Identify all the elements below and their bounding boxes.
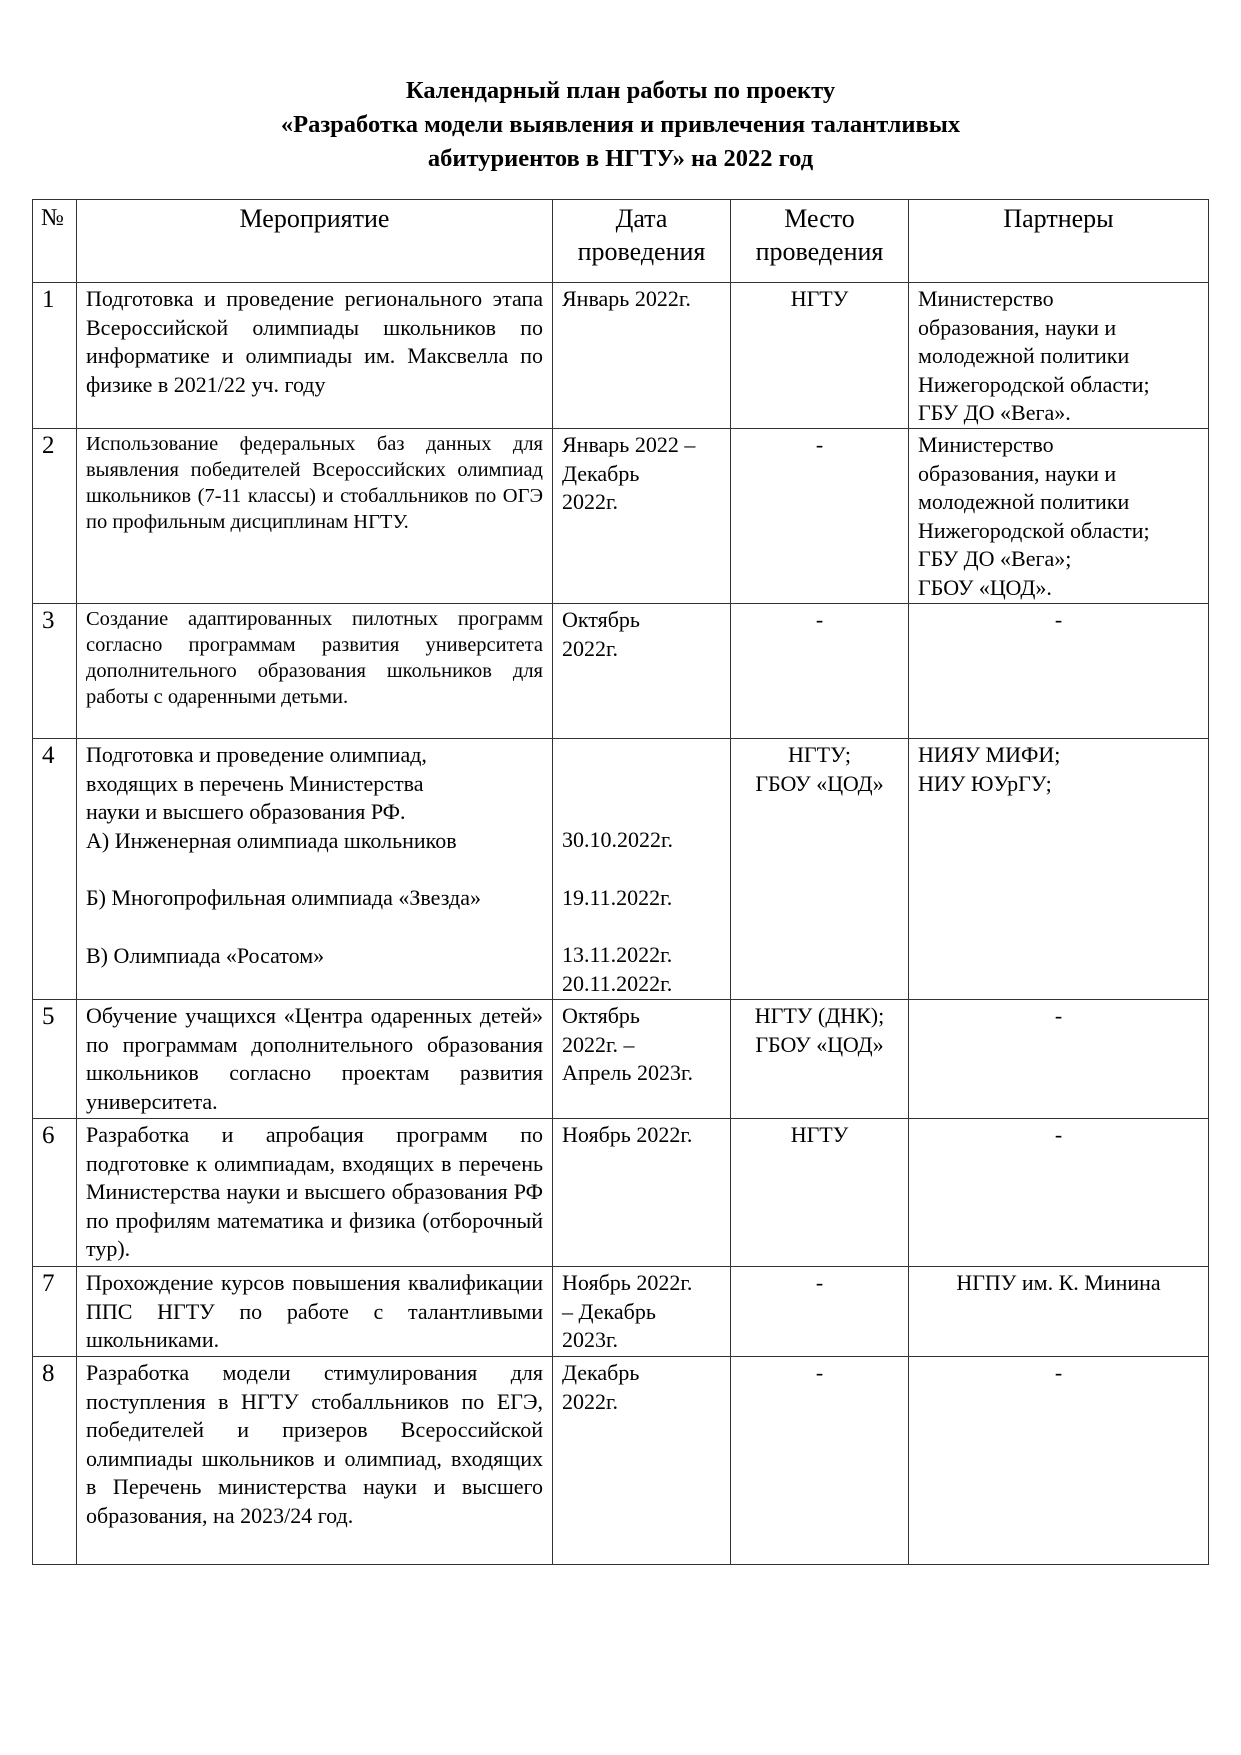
header-partners: Партнеры	[909, 200, 1209, 283]
row-date	[553, 1267, 731, 1357]
row-place: -	[731, 429, 909, 604]
date-line: 2023г.	[562, 1327, 619, 1352]
spacer	[86, 913, 543, 942]
table-row	[33, 1119, 1209, 1267]
row-partners: НГПУ им. К. Минина	[909, 1267, 1209, 1357]
event-line: науки и высшего образования РФ.	[86, 799, 406, 824]
row-date: Ноябрь 2022г.	[553, 1119, 731, 1267]
partner-line: Министерство	[918, 286, 1054, 311]
event-line: Подготовка и проведение олимпиад,	[86, 742, 427, 767]
date-line: Октябрь	[562, 1003, 640, 1028]
date-line: 2022г.	[562, 489, 619, 514]
partner-line: Министерство	[918, 432, 1054, 457]
partner-line: Нижегородской области;	[918, 517, 1150, 543]
place-line: ГБОУ «ЦОД»	[755, 770, 884, 796]
date-line: Апрель 2023г.	[562, 1060, 693, 1085]
header-num: №	[33, 200, 77, 283]
header-event: Мероприятие	[77, 200, 553, 283]
place-line: НГТУ (ДНК);	[754, 1003, 885, 1028]
date-line: 2022г.	[562, 635, 619, 661]
date-line: 30.10.2022г.	[562, 827, 674, 852]
event-line: входящих в перечень Министерства	[86, 770, 424, 796]
partner-line: образования, науки и	[918, 460, 1117, 486]
partner-line: образования, науки и	[918, 314, 1117, 340]
row-date	[553, 1000, 731, 1119]
row-event	[77, 739, 553, 1000]
row-place: НГТУ	[731, 283, 909, 429]
table-row	[33, 1267, 1209, 1357]
row-event: Обучение учащихся «Центра одаренных детей» по программам дополнительного образования школьников согласно проектам развития университета.	[77, 1000, 553, 1119]
row-place: -	[731, 1267, 909, 1357]
row-place: -	[731, 1357, 909, 1565]
row-place	[731, 1000, 909, 1119]
row-partners	[909, 283, 1209, 429]
row-place: -	[731, 604, 909, 739]
date-line: – Декабрь	[562, 1298, 656, 1324]
partner-line: Нижегородской области;	[918, 371, 1150, 397]
row-number: 1	[33, 283, 77, 429]
partner-line: молодежной политики	[918, 489, 1130, 514]
row-number: 4	[33, 739, 77, 1000]
row-place	[731, 739, 909, 1000]
header-date	[553, 200, 731, 283]
date-line: Октябрь	[562, 607, 640, 632]
row-date	[553, 1357, 731, 1565]
table-header-row	[33, 200, 1209, 283]
row-number: 6	[33, 1119, 77, 1267]
spacer	[562, 741, 721, 826]
row-date: Январь 2022г.	[553, 283, 731, 429]
row-number: 2	[33, 429, 77, 604]
date-line: Декабрь	[562, 1360, 640, 1385]
title-line: абитуриентов в НГТУ» на 2022 год	[427, 145, 814, 172]
row-number: 5	[33, 1000, 77, 1119]
date-line: 2022г. –	[562, 1031, 635, 1057]
table-row	[33, 604, 1209, 739]
table-row	[33, 1000, 1209, 1119]
date-line: 13.11.2022г.	[562, 942, 673, 967]
partner-line: молодежной политики	[918, 343, 1130, 368]
place-line: НГТУ;	[788, 742, 851, 767]
partner-line: ГБОУ «ЦОД».	[918, 574, 1052, 600]
place-line: ГБОУ «ЦОД»	[755, 1031, 884, 1057]
row-event: Создание адаптированных пилотных программ согласно программам развития университета дополнительного образования школьников для работы с одаренными детьми.	[77, 604, 553, 739]
row-event: Прохождение курсов повышения квалификации ППС НГТУ по работе с талантливыми школьниками.	[77, 1267, 553, 1357]
partner-line: ГБУ ДО «Вега».	[918, 400, 1071, 425]
row-date	[553, 739, 731, 1000]
row-partners: -	[909, 604, 1209, 739]
calendar-plan-table	[32, 199, 1209, 1565]
event-item: А) Инженерная олимпиада школьников	[86, 827, 457, 853]
row-event: Разработка и апробация программ по подготовке к олимпиадам, входящих в перечень Министерства науки и высшего образования РФ по профилям математика и физика (отборочный тур).	[77, 1119, 553, 1267]
table-row	[33, 739, 1209, 1000]
spacer	[562, 855, 721, 884]
title-line: Календарный план работы по проекту	[405, 77, 836, 104]
spacer	[86, 855, 543, 884]
partner-line: НИЯУ МИФИ;	[918, 742, 1061, 767]
event-item: В) Олимпиада «Росатом»	[86, 942, 325, 968]
date-line: 2022г.	[562, 1388, 619, 1414]
date-line: Ноябрь 2022г.	[562, 1270, 693, 1295]
event-item: Б) Многопрофильная олимпиада «Звезда»	[86, 885, 481, 910]
date-line: Декабрь	[562, 460, 640, 486]
header-date-line: проведения	[577, 237, 706, 266]
row-event: Использование федеральных баз данных для выявления победителей Всероссийских олимпиад школьников (7-11 классы) и стобалльников по ОГЭ по профильным дисциплинам НГТУ.	[77, 429, 553, 604]
row-partners	[909, 429, 1209, 604]
row-number: 7	[33, 1267, 77, 1357]
row-date	[553, 429, 731, 604]
header-place-line: Место	[784, 204, 855, 233]
date-line: Январь 2022 –	[562, 432, 696, 457]
row-event: Разработка модели стимулирования для поступления в НГТУ стобалльников по ЕГЭ, победителей и призеров Всероссийской олимпиады школьников и олимпиад, входящих в Перечень министерства науки и высшего образования, на 2023/24 год.	[77, 1357, 553, 1565]
date-line: 20.11.2022г.	[562, 970, 673, 996]
header-place-line: проведения	[755, 237, 884, 266]
header-place	[731, 200, 909, 283]
table-row	[33, 283, 1209, 429]
title-line: «Разработка модели выявления и привлечения талантливых	[280, 111, 961, 138]
spacer	[562, 912, 721, 941]
partner-line: ГБУ ДО «Вега»;	[918, 546, 1072, 571]
row-partners: -	[909, 1357, 1209, 1565]
header-date-line: Дата	[615, 204, 668, 233]
table-row	[33, 1357, 1209, 1565]
row-partners: -	[909, 1119, 1209, 1267]
row-place: НГТУ	[731, 1119, 909, 1267]
date-line: 19.11.2022г.	[562, 884, 673, 910]
row-number: 8	[33, 1357, 77, 1565]
row-partners	[909, 739, 1209, 1000]
table-row	[33, 429, 1209, 604]
row-event: Подготовка и проведение регионального этапа Всероссийской олимпиады школьников по информатике и олимпиады им. Максвелла по физике в 2021/22 уч. году	[77, 283, 553, 429]
row-number: 3	[33, 604, 77, 739]
row-date	[553, 604, 731, 739]
partner-line: НИУ ЮУрГУ;	[918, 770, 1052, 796]
row-partners: -	[909, 1000, 1209, 1119]
document-title	[0, 74, 1241, 176]
